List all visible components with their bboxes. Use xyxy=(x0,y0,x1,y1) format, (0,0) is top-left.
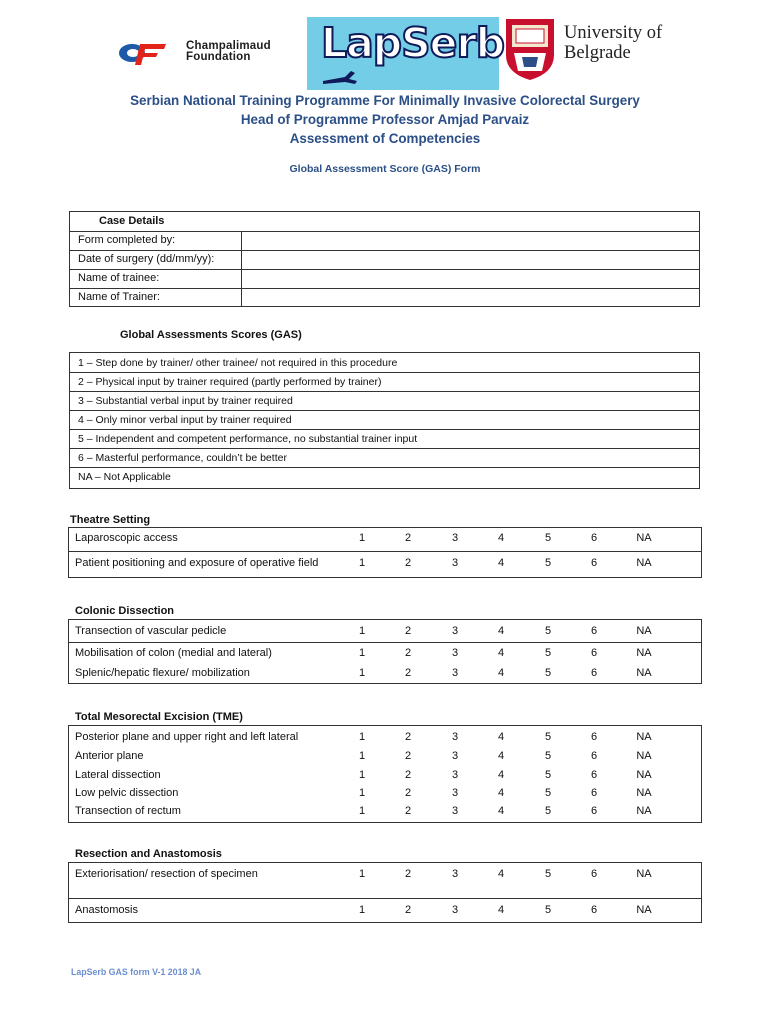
score-option-4[interactable]: 4 xyxy=(497,557,505,569)
assessment-title: Assessment of Competencies xyxy=(289,131,481,146)
score-option-3[interactable]: 3 xyxy=(451,532,459,544)
score-option-2[interactable]: 2 xyxy=(404,667,412,679)
score-option-na[interactable]: NA xyxy=(636,750,652,762)
foundation-name: Foundation xyxy=(186,51,251,63)
theatre-setting-heading: Theatre Setting xyxy=(70,514,151,526)
score-option-na[interactable]: NA xyxy=(636,787,652,799)
trainee-name-field[interactable] xyxy=(242,270,699,287)
university-wordmark xyxy=(564,23,662,63)
assessment-item-label: Anastomosis xyxy=(75,904,138,916)
gas-scale-table xyxy=(69,352,700,489)
assessment-item-label: Posterior plane and upper right and left lateral xyxy=(75,731,299,743)
university-belgrade-logo xyxy=(500,17,700,83)
score-option-4[interactable]: 4 xyxy=(497,731,505,743)
score-option-na[interactable]: NA xyxy=(636,667,652,679)
score-option-6[interactable]: 6 xyxy=(590,557,598,569)
score-option-5[interactable]: 5 xyxy=(544,532,552,544)
score-option-6[interactable]: 6 xyxy=(590,731,598,743)
score-option-4[interactable]: 4 xyxy=(497,647,505,659)
colonic-dissection-heading: Colonic Dissection xyxy=(75,605,175,617)
gas-scale-item: 6 – Masterful performance, couldn’t be better xyxy=(78,452,287,464)
score-option-3[interactable]: 3 xyxy=(451,787,459,799)
champalimaud-mark-icon xyxy=(118,40,168,66)
score-option-6[interactable]: 6 xyxy=(590,667,598,679)
assessment-item-label: Transection of vascular pedicle xyxy=(75,625,227,637)
footer-version: LapSerb GAS form V-1 2018 JA xyxy=(71,967,202,977)
score-option-4[interactable]: 4 xyxy=(497,532,505,544)
tme-table xyxy=(68,725,702,823)
score-option-5[interactable]: 5 xyxy=(544,625,552,637)
assessment-item-label: Mobilisation of colon (medial and lateral) xyxy=(75,647,272,659)
score-option-1[interactable]: 1 xyxy=(358,532,366,544)
score-option-1[interactable]: 1 xyxy=(358,557,366,569)
programme-title: Serbian National Training Programme For Minimally Invasive Colorectal Surgery xyxy=(130,93,640,108)
score-option-2[interactable]: 2 xyxy=(404,557,412,569)
score-option-na[interactable]: NA xyxy=(636,647,652,659)
champalimaud-wordmark xyxy=(186,41,271,63)
score-option-4[interactable]: 4 xyxy=(497,868,505,880)
score-option-5[interactable]: 5 xyxy=(544,647,552,659)
score-option-1[interactable]: 1 xyxy=(358,769,366,781)
score-option-na[interactable]: NA xyxy=(636,868,652,880)
score-option-5[interactable]: 5 xyxy=(544,557,552,569)
programme-head: Head of Programme Professor Amjad Parvaiz xyxy=(240,112,530,127)
resection-table xyxy=(68,862,702,923)
score-option-4[interactable]: 4 xyxy=(497,787,505,799)
score-option-6[interactable]: 6 xyxy=(590,787,598,799)
score-option-na[interactable]: NA xyxy=(636,769,652,781)
score-option-3[interactable]: 3 xyxy=(451,868,459,880)
score-option-6[interactable]: 6 xyxy=(590,625,598,637)
score-option-3[interactable]: 3 xyxy=(451,667,459,679)
gas-scale-item: 2 – Physical input by trainer required (partly performed by trainer) xyxy=(78,376,382,388)
score-option-4[interactable]: 4 xyxy=(497,625,505,637)
score-option-4[interactable]: 4 xyxy=(497,750,505,762)
gas-scale-item: 1 – Step done by trainer/ other trainee/ not required in this procedure xyxy=(78,357,398,369)
lapserb-wordmark: LapSerb xyxy=(321,19,505,67)
resection-heading: Resection and Anastomosis xyxy=(75,848,222,860)
champalimaud-logo xyxy=(118,38,308,68)
case-details-table xyxy=(69,211,700,307)
form-completed-by-field[interactable] xyxy=(242,232,699,249)
lapserb-logo xyxy=(307,17,505,90)
score-option-na[interactable]: NA xyxy=(636,731,652,743)
university-name-line1: University of xyxy=(564,23,663,43)
score-option-2[interactable]: 2 xyxy=(404,731,412,743)
score-option-2[interactable]: 2 xyxy=(404,787,412,799)
score-option-na[interactable]: NA xyxy=(636,904,652,916)
assessment-item-label: Laparoscopic access xyxy=(75,532,178,544)
score-option-1[interactable]: 1 xyxy=(358,787,366,799)
score-option-na[interactable]: NA xyxy=(636,805,652,817)
score-option-3[interactable]: 3 xyxy=(451,557,459,569)
university-crest-icon xyxy=(502,17,558,81)
score-option-2[interactable]: 2 xyxy=(404,868,412,880)
score-option-1[interactable]: 1 xyxy=(358,750,366,762)
assessment-item-label: Transection of rectum xyxy=(75,805,181,817)
form-name: Global Assessment Score (GAS) Form xyxy=(289,163,481,175)
score-option-3[interactable]: 3 xyxy=(451,625,459,637)
score-option-3[interactable]: 3 xyxy=(451,805,459,817)
assessment-item-label: Lateral dissection xyxy=(75,769,161,781)
score-option-3[interactable]: 3 xyxy=(451,904,459,916)
score-option-5[interactable]: 5 xyxy=(544,731,552,743)
score-option-5[interactable]: 5 xyxy=(544,805,552,817)
score-option-5[interactable]: 5 xyxy=(544,904,552,916)
assessment-item-label: Splenic/hepatic flexure/ mobilization xyxy=(75,667,250,679)
score-option-1[interactable]: 1 xyxy=(358,868,366,880)
score-option-4[interactable]: 4 xyxy=(497,904,505,916)
score-option-1[interactable]: 1 xyxy=(358,625,366,637)
trainer-name-label: Name of Trainer: xyxy=(78,291,160,303)
score-option-6[interactable]: 6 xyxy=(590,769,598,781)
date-of-surgery-field[interactable] xyxy=(242,251,699,268)
assessment-item-label: Exteriorisation/ resection of specimen xyxy=(75,868,258,880)
score-option-4[interactable]: 4 xyxy=(497,769,505,781)
form-completed-by-label: Form completed by: xyxy=(78,234,176,246)
score-option-6[interactable]: 6 xyxy=(590,532,598,544)
score-option-5[interactable]: 5 xyxy=(544,750,552,762)
score-option-1[interactable]: 1 xyxy=(358,667,366,679)
date-of-surgery-label: Date of surgery (dd/mm/yy): xyxy=(78,253,215,265)
assessment-item-label: Low pelvic dissection xyxy=(75,787,179,799)
surgical-instrument-icon xyxy=(321,67,361,87)
trainee-name-label: Name of trainee: xyxy=(78,272,160,284)
score-option-5[interactable]: 5 xyxy=(544,787,552,799)
score-option-na[interactable]: NA xyxy=(636,532,652,544)
score-option-na[interactable]: NA xyxy=(636,625,652,637)
assessment-item-label: Anterior plane xyxy=(75,750,144,762)
score-option-2[interactable]: 2 xyxy=(404,769,412,781)
score-option-5[interactable]: 5 xyxy=(544,769,552,781)
gas-scale-item: 5 – Independent and competent performance, no substantial trainer input xyxy=(78,433,418,445)
score-option-2[interactable]: 2 xyxy=(404,805,412,817)
score-option-2[interactable]: 2 xyxy=(404,532,412,544)
gas-scale-item: NA – Not Applicable xyxy=(78,471,171,483)
score-option-6[interactable]: 6 xyxy=(590,647,598,659)
score-option-4[interactable]: 4 xyxy=(497,667,505,679)
score-option-na[interactable]: NA xyxy=(636,557,652,569)
score-option-1[interactable]: 1 xyxy=(358,805,366,817)
score-option-1[interactable]: 1 xyxy=(358,731,366,743)
gas-heading: Global Assessments Scores (GAS) xyxy=(120,329,302,341)
champalimaud-name: Champalimaud xyxy=(186,40,271,52)
university-name-line2: Belgrade xyxy=(564,43,631,63)
score-option-2[interactable]: 2 xyxy=(404,625,412,637)
score-option-4[interactable]: 4 xyxy=(497,805,505,817)
score-option-6[interactable]: 6 xyxy=(590,750,598,762)
score-option-3[interactable]: 3 xyxy=(451,750,459,762)
tme-heading: Total Mesorectal Excision (TME) xyxy=(75,711,243,723)
assessment-item-label: Patient positioning and exposure of operative field xyxy=(75,557,319,569)
score-option-6[interactable]: 6 xyxy=(590,868,598,880)
trainer-name-field[interactable] xyxy=(242,289,699,306)
score-option-3[interactable]: 3 xyxy=(451,769,459,781)
theatre-setting-table xyxy=(68,527,702,578)
score-option-6[interactable]: 6 xyxy=(590,904,598,916)
score-option-2[interactable]: 2 xyxy=(404,750,412,762)
score-option-1[interactable]: 1 xyxy=(358,647,366,659)
colonic-dissection-table xyxy=(68,619,702,684)
score-option-6[interactable]: 6 xyxy=(590,805,598,817)
gas-scale-item: 4 – Only minor verbal input by trainer required xyxy=(78,414,292,426)
score-option-2[interactable]: 2 xyxy=(404,647,412,659)
score-option-3[interactable]: 3 xyxy=(451,647,459,659)
score-option-5[interactable]: 5 xyxy=(544,667,552,679)
score-option-2[interactable]: 2 xyxy=(404,904,412,916)
score-option-5[interactable]: 5 xyxy=(544,868,552,880)
score-option-1[interactable]: 1 xyxy=(358,904,366,916)
case-details-heading: Case Details xyxy=(99,215,165,227)
gas-scale-item: 3 – Substantial verbal input by trainer required xyxy=(78,395,293,407)
score-option-3[interactable]: 3 xyxy=(451,731,459,743)
